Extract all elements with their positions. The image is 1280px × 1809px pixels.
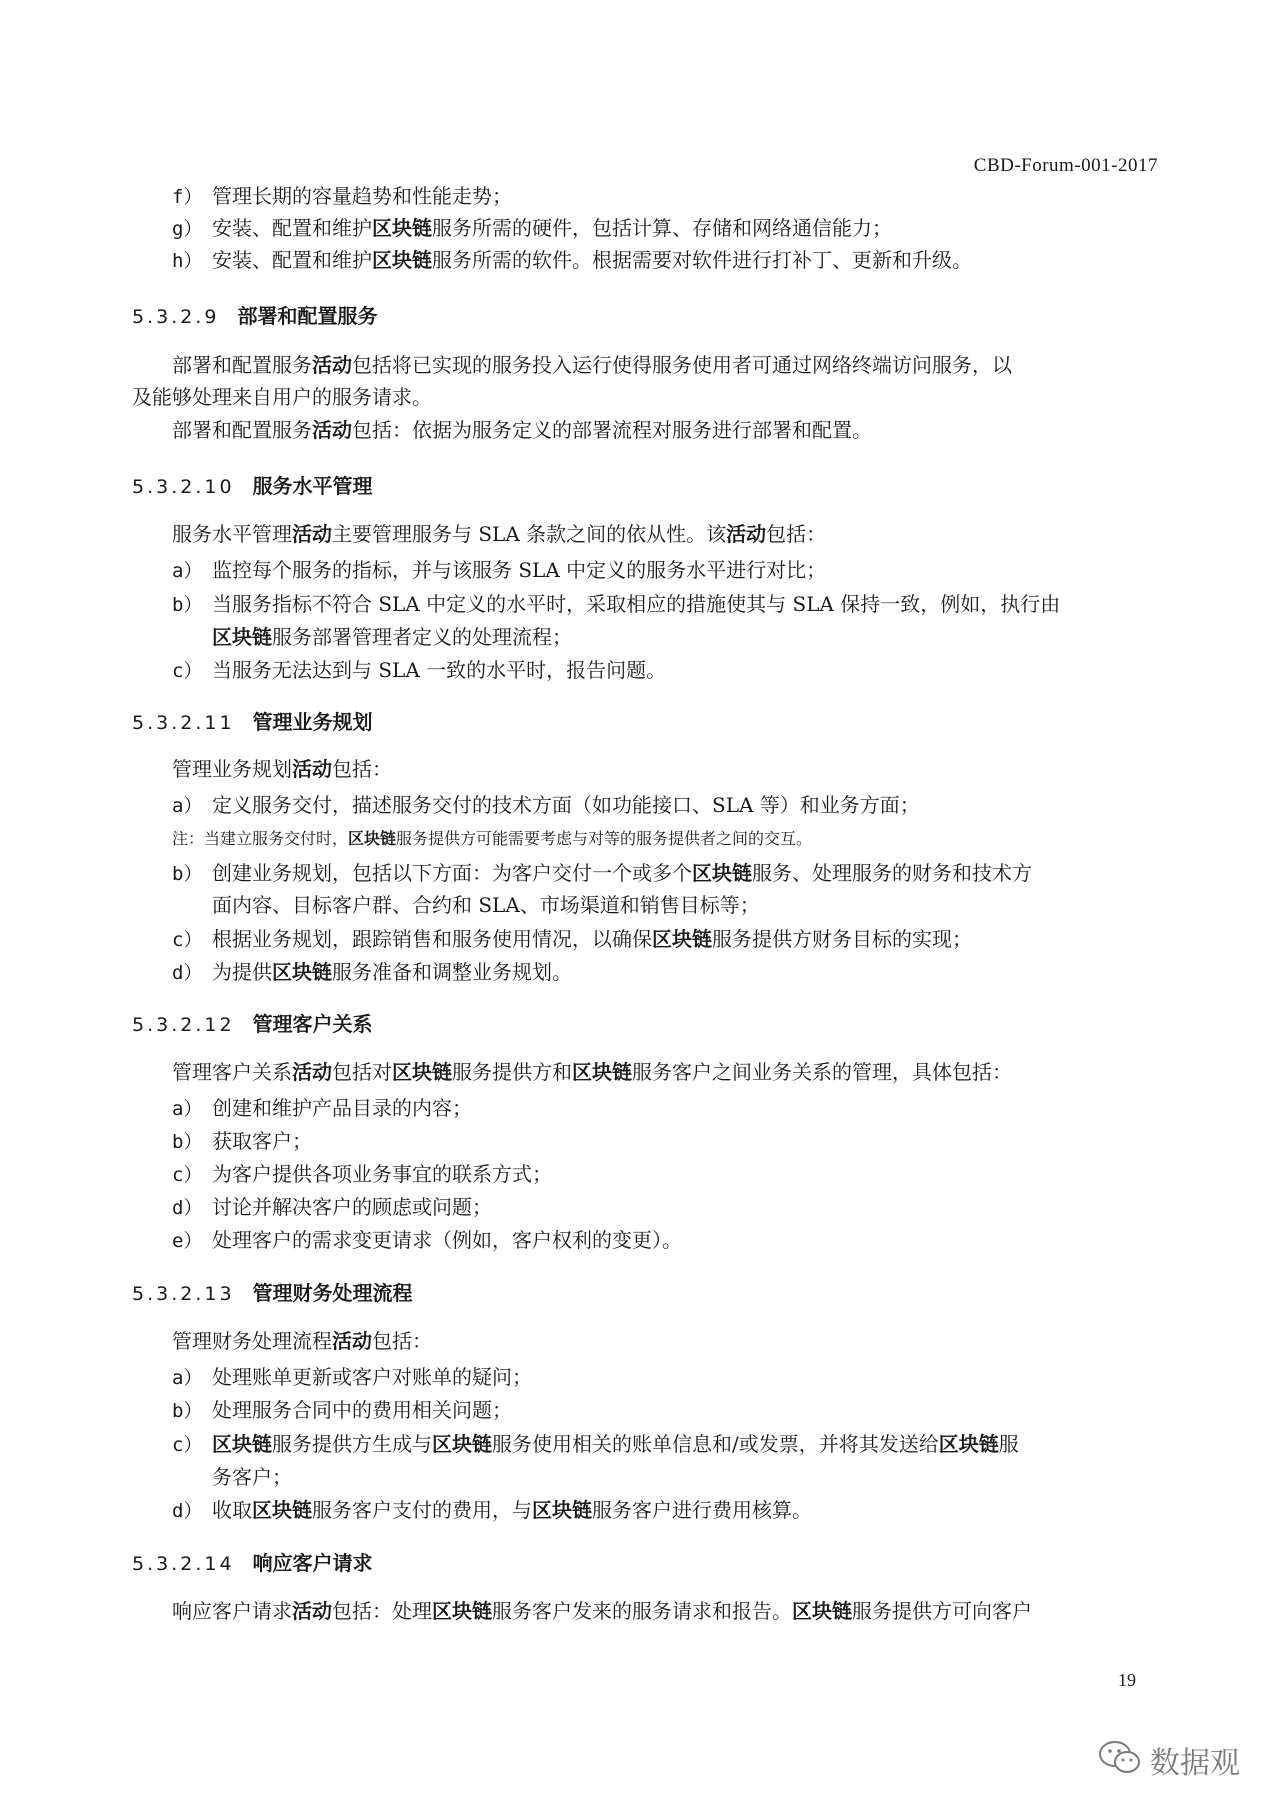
list-label: a） <box>172 560 203 582</box>
list-item-text: 当服务无法达到与 SLA 一致的水平时，报告问题。 <box>212 658 667 682</box>
list-label: h） <box>172 250 203 272</box>
paragraph: 响应客户请求活动包括：处理区块链服务客户发来的服务请求和报告。区块链服务提供方可向客户 <box>172 1599 1032 1623</box>
list-label: d） <box>172 962 203 984</box>
paragraph: 部署和配置服务活动包括：依据为服务定义的部署流程对服务进行部署和配置。 <box>172 418 872 442</box>
list-item-text: 处理账单更新或客户对账单的疑问； <box>212 1365 532 1389</box>
list-item-text: 安装、配置和维护区块链服务所需的硬件，包括计算、存储和网络通信能力； <box>212 216 892 240</box>
section-heading: 5.3.2.11 管理业务规划 <box>132 710 373 734</box>
list-item-text: 创建和维护产品目录的内容； <box>212 1096 472 1120</box>
list-item-text: 当服务指标不符合 SLA 中定义的水平时，采取相应的措施使其与 SLA 保持一致，例如，执行由 <box>212 592 1061 616</box>
list-item-text: 创建业务规划，包括以下方面：为客户交付一个或多个区块链服务、处理服务的财务和技术方 <box>212 861 1032 885</box>
paragraph: 部署和配置服务活动包括将已实现的服务投入运行使得服务使用者可通过网络终端访问服务，以 <box>172 353 1012 377</box>
paragraph: 服务水平管理活动主要管理服务与 SLA 条款之间的依从性。该活动包括： <box>172 522 827 546</box>
paragraph: 管理客户关系活动包括对区块链服务提供方和区块链服务客户之间业务关系的管理，具体包括： <box>172 1060 1012 1084</box>
list-item-text: 为客户提供各项业务事宜的联系方式； <box>212 1162 552 1186</box>
document-id: CBD-Forum-001-2017 <box>973 155 1158 176</box>
paragraph: 管理财务处理流程活动包括： <box>172 1329 432 1353</box>
list-label: g） <box>172 218 203 240</box>
paragraph: 管理业务规划活动包括： <box>172 757 392 781</box>
list-item-text: 区块链服务提供方生成与区块链服务使用相关的账单信息和/或发票，并将其发送给区块链服 <box>212 1432 1019 1456</box>
list-item-text-continued: 面内容、目标客户群、合约和 SLA、市场渠道和销售目标等； <box>212 893 760 917</box>
section-heading: 5.3.2.10 服务水平管理 <box>132 474 373 498</box>
list-label: b） <box>172 594 203 616</box>
list-label: b） <box>172 1400 203 1422</box>
list-item-text: 处理客户的需求变更请求（例如，客户权利的变更）。 <box>212 1228 682 1252</box>
list-item-text: 获取客户； <box>212 1129 312 1153</box>
list-label: a） <box>172 1367 203 1389</box>
section-heading: 5.3.2.13 管理财务处理流程 <box>132 1281 413 1305</box>
list-item-text: 处理服务合同中的费用相关问题； <box>212 1398 512 1422</box>
list-item-text-continued: 务客户； <box>212 1465 292 1489</box>
list-label: b） <box>172 1131 203 1153</box>
list-label: c） <box>172 1434 203 1456</box>
list-item-text: 管理长期的容量趋势和性能走势； <box>212 184 512 208</box>
watermark-label: 数据观 <box>1150 1746 1240 1781</box>
list-item-text: 根据业务规划，跟踪销售和服务使用情况，以确保区块链服务提供方财务目标的实现； <box>212 927 972 951</box>
section-heading: 5.3.2.12 管理客户关系 <box>132 1012 373 1036</box>
list-item-text: 为提供区块链服务准备和调整业务规划。 <box>212 960 572 984</box>
list-label: c） <box>172 660 203 682</box>
list-item-text: 定义服务交付，描述服务交付的技术方面（如功能接口、SLA 等）和业务方面； <box>212 793 920 817</box>
list-item-text: 讨论并解决客户的顾虑或问题； <box>212 1195 492 1219</box>
list-label: c） <box>172 1164 203 1186</box>
list-item-text-continued: 区块链服务部署管理者定义的处理流程； <box>212 625 572 649</box>
wechat-icon <box>1098 1739 1142 1781</box>
watermark <box>1098 1738 1240 1782</box>
list-label: b） <box>172 863 203 885</box>
list-label: f） <box>172 186 203 208</box>
list-label: a） <box>172 795 203 817</box>
section-heading: 5.3.2.14 响应客户请求 <box>132 1551 373 1575</box>
list-label: d） <box>172 1500 203 1522</box>
list-label: d） <box>172 1197 203 1219</box>
list-label: a） <box>172 1098 203 1120</box>
list-item-text: 监控每个服务的指标，并与该服务 SLA 中定义的服务水平进行对比； <box>212 558 827 582</box>
section-heading: 5.3.2.9 部署和配置服务 <box>132 304 378 328</box>
list-label: e） <box>172 1230 203 1252</box>
page-number: 19 <box>1118 1670 1136 1690</box>
list-item-text: 安装、配置和维护区块链服务所需的软件。根据需要对软件进行打补丁、更新和升级。 <box>212 248 972 272</box>
list-item-text: 收取区块链服务客户支付的费用，与区块链服务客户进行费用核算。 <box>212 1498 812 1522</box>
list-label: c） <box>172 929 203 951</box>
note: 注：当建立服务交付时，区块链服务提供方可能需要考虑与对等的服务提供者之间的交互。 <box>172 829 813 848</box>
paragraph-continued: 及能够处理来自用户的服务请求。 <box>132 385 432 409</box>
